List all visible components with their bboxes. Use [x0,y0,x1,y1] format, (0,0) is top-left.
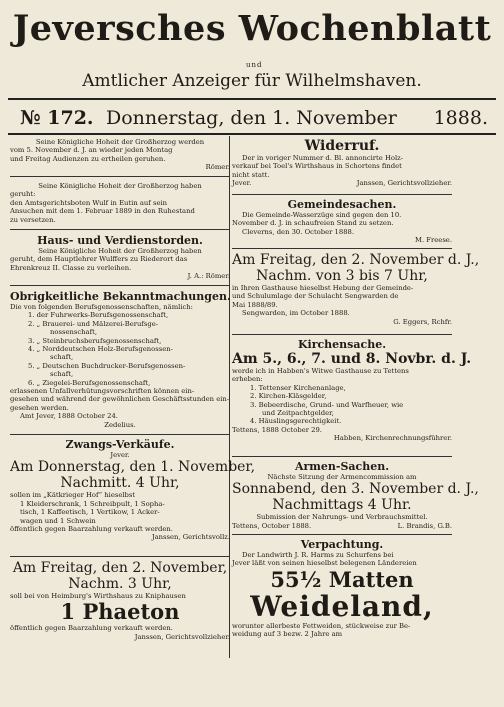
text-line: zu versetzen. [10,215,56,224]
text-line: erheben: [232,375,263,384]
place: Jever. [232,179,252,188]
issue-date: Donnerstag, den 1. November [106,107,397,129]
section-heading: Obrigkeitliche Bekanntmachungen. [10,290,231,303]
list-item: 2. Kirchen-Kläsgelder, [250,392,327,401]
text-line: tisch, 1 Kaffeetisch, 1 Vertikow, 1 Acker- [20,508,160,517]
signature: Römer. [205,163,230,172]
text-line: Der in voriger Nummer d. Bl. annoncirte Holz- [242,154,404,162]
text-line: erlassenen Unfallverhütungsvorschriften können ein- [10,387,195,396]
text-line: öffentlich gegen Baarzahlung verkauft werden. [10,525,173,534]
masthead: Jeversches Wochenblatt [12,8,492,49]
place: Tettens, October 1888. [232,521,312,530]
text-line: und Freitag Audienzen zu ertheilen geruhen. [10,154,166,163]
list-item: 3. „ Steinbruchsberufsgenossenschaft, [28,336,162,345]
signature: L. Brandis, G.B. [397,521,452,530]
text-line: Die von folgenden Berufsgenossenschaften, nämlich: [10,303,193,311]
text-line: verkauf bei Toel's Wirthshaus in Schortens findet [232,162,402,171]
text-line: wagen und 1 Schwein [20,516,96,525]
notice-levy [232,252,480,326]
divider [232,334,452,335]
event-date: Am 5., 6., 7. und 8. Novbr. d. J. [232,351,472,367]
notice-community [232,198,452,245]
event-date: Am Donnerstag, den 1. November, [10,459,256,476]
text-line: vom 5. November d. J. an wieder jeden Montag [10,146,173,155]
notice-official [10,290,230,429]
text-line: und Schulumlage der Schulacht Sengwarden de [232,292,399,301]
divider [10,434,230,435]
text-line: öffentlich gegen Baarzahlung verkauft werden. [10,624,173,633]
divider [232,248,452,249]
divider [232,456,452,457]
place-signature-line [232,179,452,187]
divider [10,285,230,286]
text-line: Nächste Sitzung der Armencommission am [267,473,417,481]
place-line: Jever. [110,451,130,459]
issue-number: № 172. [20,107,94,129]
event-time: Nachmitt. 4 Uhr, [60,475,180,492]
notice-revocation [232,138,452,188]
section-heading: Armen-Sachen. [294,460,390,473]
notice-church [232,338,472,443]
header-rule-bottom [8,133,496,135]
divider [10,176,230,177]
text-line: Mai 1888/89. [232,300,278,309]
text-line: worunter allerbeste Fettweiden, stückweise zur Be- [232,621,411,630]
list-item: 1. Tettenser Kirchenanlage, [250,383,346,392]
section-heading: Gemeindesachen. [287,198,397,211]
text-line: Jever läßt von seinen hieselbst belegenen Ländereien [232,559,417,568]
text-line: den Amtsgerichtsboten Wulf in Eutin auf sein [10,198,168,207]
list-item: nossenschaft, [50,328,97,337]
divider [232,534,452,535]
item-heading: 55½ Matten [270,566,414,592]
text-line: Cleverns, den 30. October 1888. [242,227,355,236]
signature: Janssen, Gerichtsvollz. [151,533,230,542]
notice-forced-sale [10,438,256,542]
text-line: nicht statt. [232,170,270,179]
issue-year: 1888. [433,107,488,129]
text-line: Seine Königliche Hoheit der Großherzog haben [38,247,202,255]
place-signature-line [232,522,452,530]
divider [10,556,230,557]
list-item: 4. Häuslingsgerechtigkeit. [250,417,342,426]
text-line: November d. J. in schaufreien Stand zu setzen. [232,219,394,228]
notice-poor-relief [232,460,479,530]
text-line: geruht: [10,190,36,199]
signature: Habben, Kirchenrechnungsführer. [333,434,452,443]
subtitle: Amtlicher Anzeiger für Wilhelmshaven. [82,71,422,91]
text-line: Sengwarden, im October 1888. [242,309,350,318]
text-line: Ehrenkreuz II. Classe zu verleihen. [10,263,132,272]
text-line: in Ihren Gasthause hieselbst Hebung der Gemeinde- [232,284,414,292]
notice-phaeton-sale [10,560,230,641]
text-line: Ansuchen mit dem 1. Februar 1889 in den Ruhestand [10,207,195,216]
text-line: Der Landwirth J. R. Harms zu Schurfens bei [242,551,394,559]
list-item: schaft, [50,353,74,362]
event-time: Nachm. von 3 bis 7 Uhr, [256,268,428,284]
list-item: 6. „ Ziegelei-Berufsgenossenschaft, [28,378,151,387]
notice-lease [232,538,452,639]
text-line: soll bei von Heimburg's Wirthshaus zu Kniphausen [10,592,186,600]
event-time: Nachm. 3 Uhr, [68,576,172,592]
notice-order [10,234,230,281]
event-date: Sonnabend, den 3. November d. J., [232,481,479,498]
list-item: 5. „ Deutschen Buchdrucker-Berufsgenossen- [28,361,186,370]
section-heading: Zwangs-Verkäufe. [65,438,175,451]
text-line: Tettens, 1888 October 29. [232,425,322,434]
text-line: geruht, dem Hauptlehrer Wulffers zu Riederort das [10,255,188,264]
signature: Zedelius. [104,420,136,429]
list-item: 1. der Fuhrwerks-Berufsgenossenschaft, [28,311,169,320]
signature: Janssen, Gerichtsvollzieher. [134,632,230,641]
list-item: 4. „ Norddeutschen Holz-Berufsgenossen- [28,345,173,354]
divider [10,229,230,230]
text-line: gesehen und während der gewöhnlichen Geschäftsstunden ein- [10,395,230,404]
item-heading: 1 Phaeton [60,599,180,625]
masthead-und: und [246,61,263,69]
list-item: und Zeitpachtgelder, [262,409,334,418]
notice-retirement [10,182,230,224]
text-line: sollen im „Kätkrieger Hof“ hieselbst [10,491,136,500]
signature: G. Eggers, Rchfr. [393,317,452,326]
event-date: Am Freitag, den 2. November, [12,560,228,576]
text-line: Amt Jever, 1888 October 24. [20,412,118,421]
text-line: gesehen werden. [10,403,69,412]
section-heading: Haus- und Verdienstorden. [37,234,203,247]
section-heading: Kirchensache. [297,338,387,351]
item-heading-large: Weideland, [250,589,434,623]
list-item: 2. „ Brauerei- und Mälzerei-Berufsge- [28,319,159,328]
text-line: Seine Königliche Hoheit der Großherzog haben [38,182,202,190]
signature: Janssen, Gerichtsvollzieher. [356,179,452,188]
divider [232,194,452,195]
text-line: weidung auf 3 bezw. 2 Jahre am [232,630,343,639]
section-heading: Verpachtung. [300,538,384,551]
header-rule-top [8,98,496,100]
text-line: 1 Kleiderschrank, 1 Schreibpult, 1 Sopha- [20,499,165,508]
list-item: schaft, [50,370,74,379]
text-line: Submission der Nahrungs- und Verbrauchsmittel. [256,513,428,522]
signature: J. A.: Römer. [187,272,230,281]
event-date: Am Freitag, den 2. November d. J., [232,252,480,268]
signature: M. Freese. [415,236,452,245]
notice-audience [10,138,230,172]
text-line: werde ich in Habben's Witwe Gasthause zu Tettens [232,367,409,375]
text-line: Die Gemeinde-Wasserzüge sind gegen den 10. [242,211,402,219]
list-item: 3. Bebeerdische, Grund- und Warfheuer, wie [250,400,404,409]
text-line: Seine Königliche Hoheit der Großherzog werden [35,138,205,146]
event-time: Nachmittags 4 Uhr. [272,497,412,514]
section-heading: Widerruf. [304,138,380,154]
dateline [10,104,494,132]
